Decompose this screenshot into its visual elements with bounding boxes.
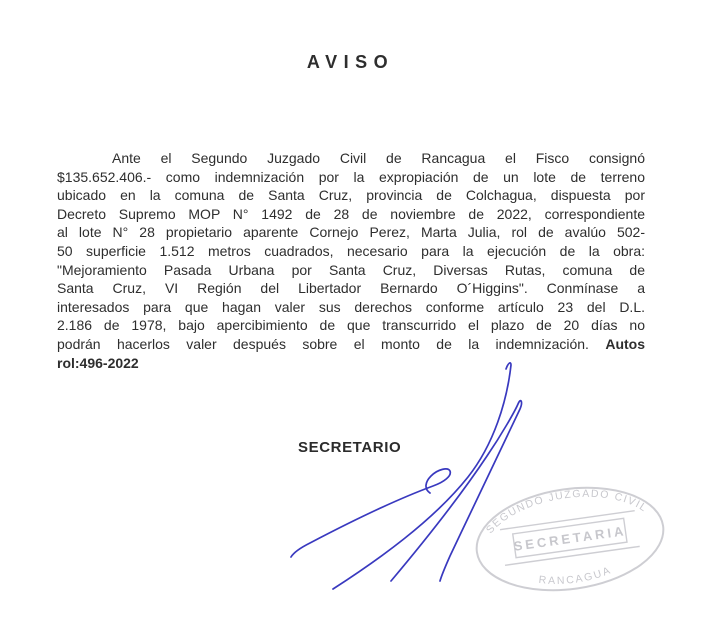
notice-title: AVISO <box>306 52 395 72</box>
paragraph-line: Santa Cruz, VI Región del Libertador Bernardo O´Higgins". Conmínase a <box>57 280 645 297</box>
paragraph-line: 2.186 de 1978, bajo apercibimiento de que transcurrido el plazo de 20 días no <box>57 317 645 334</box>
paragraph-line: Decreto Supremo MOP N° 1492 de 28 de noviembre de 2022, correspondiente <box>57 205 645 222</box>
signature-stroke-sweep <box>291 469 450 557</box>
secretario-label: SECRETARIO <box>298 439 402 456</box>
paragraph-line: 50 superficie 1.512 metros cuadrados, necesario para la ejecución de la obra: <box>57 242 645 259</box>
paragraph-line: rol:496-2022 <box>57 354 139 371</box>
paragraph-line: ubicado en la comuna de Santa Cruz, provincia de Colchagua, dispuesta por <box>57 187 645 204</box>
stamp-center-text: SECRETARIA <box>512 523 628 554</box>
paragraph-line: al lote N° 28 propietario aparente Cornejo Perez, Marta Julia, rol de avalúo 502- <box>57 224 645 241</box>
paragraph-line: podrán hacerlos valer después sobre el monto de la indemnización. Autos <box>57 335 645 352</box>
paragraph-line: $135.652.406.- como indemnización por la expropiación de un lote de terreno <box>57 168 645 185</box>
stamp-bottom-text: RANCAGUA <box>538 564 614 588</box>
paragraph-line: "Mejoramiento Pasada Urbana por Santa Cruz, Diversas Rutas, comuna de <box>57 261 645 278</box>
paragraph-line: Ante el Segundo Juzgado Civil de Rancagua el Fisco consignó <box>112 150 645 166</box>
notice-paragraph <box>57 149 645 372</box>
paragraph-line: interesados para que hagan valer sus derechos conforme artículo 23 del D.L. <box>57 298 645 315</box>
stamp-top-text: SEGUNDO JUZGADO CIVIL <box>483 487 650 536</box>
